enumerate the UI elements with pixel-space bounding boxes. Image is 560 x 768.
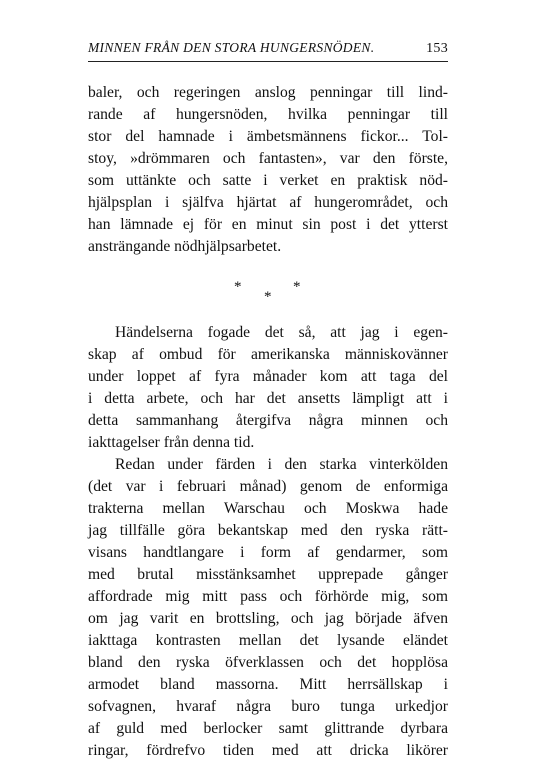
paragraph-2 [88,322,448,454]
text-line: ringar, fördrefvo tiden med att dricka likörer [88,742,448,759]
text-line: under loppet af fyra månader kom att taga del [88,368,448,385]
paragraph-1 [88,82,448,258]
text-line: bland den ryska öfverklassen och det hopplösa [88,654,448,671]
text-line: hjälpsplan i själfva hjärtat af hungerområdet, och [88,194,448,211]
text-line: stor del hamnade i ämbetsmännens fickor... Tol- [88,128,448,145]
text-line: jag tillfälle göra bekantskap med den ryska rätt- [88,522,448,539]
text-line: baler, och regeringen anslog penningar till lind- [88,84,448,101]
text-line: sofvagnen, hvaraf några buro tunga urkedjor [88,698,448,715]
text-line: ansträngande nödhjälpsarbetet. [88,238,282,255]
asterisk: * [264,289,272,305]
text-line: skap af ombud för amerikanska människovänner [88,346,448,363]
text-line: affordrade mig mitt pass och förhörde mig, som [88,588,448,605]
book-page [88,40,448,762]
text-line: som uttänkte och satte i verket en praktisk nöd- [88,172,448,189]
text-line: rande af hungersnöden, hvilka penningar till [88,106,448,123]
text-line: han lämnade ej för en minut sin post i det ytterst [88,216,448,233]
asterisk: * [234,279,242,295]
text-line: (det var i februari månad) genom de enformiga [88,478,448,495]
text-line: om jag varit en brottsling, och jag började äfven [88,610,448,627]
section-break-asterism [88,272,448,318]
text-line: iakttaga kontrasten mellan det lysande eländet [88,632,448,649]
text-line: af guld med berlocker samt glittrande dyrbara [88,720,448,737]
text-line: i detta arbete, och har det ansetts lämpligt att i [88,390,448,407]
text-line: med brutal misstänksamhet upprepade gånger [88,566,448,583]
text-line: Redan under färden i den starka vinterkölden [115,456,448,473]
body-text [88,82,448,762]
running-head [88,40,448,62]
text-line: trakterna mellan Warschau och Moskwa hade [88,500,448,517]
running-head-title: MINNEN FRÅN DEN STORA HUNGERSNÖDEN. [88,40,375,55]
paragraph-3 [88,454,448,762]
text-line: visans handtlangare i form af gendarmer, som [88,544,448,561]
asterisk: * [293,279,301,295]
text-line: detta sammanhang återgifva några minnen och [88,412,448,429]
text-line: iakttagelser från denna tid. [88,434,255,451]
text-line: Händelserna fogade det så, att jag i egen- [115,324,448,341]
text-line: stoy, »drömmaren och fantasten», var den förste, [88,150,448,167]
text-line: armodet bland massorna. Mitt herrsällskap i [88,676,448,693]
page-number: 153 [426,41,448,56]
